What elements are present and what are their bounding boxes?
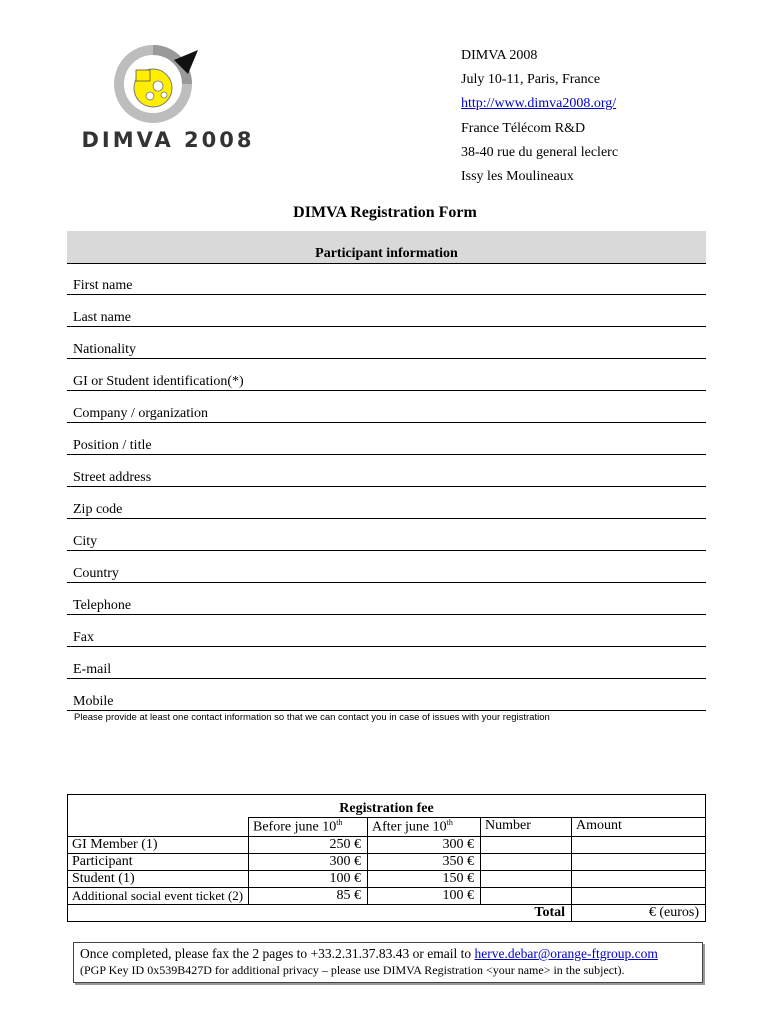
before-price: 85 € xyxy=(249,887,368,904)
email-field[interactable] xyxy=(67,662,706,679)
before-price: 250 € xyxy=(249,836,368,853)
field-label: Mobile xyxy=(73,694,114,709)
after-price: 300 € xyxy=(368,836,481,853)
event-info xyxy=(461,44,618,189)
number-cell[interactable] xyxy=(481,836,572,853)
fax-instructions: Once completed, please fax the 2 pages to +33.2.31.37.83.43 or email to xyxy=(80,946,475,961)
contact-note: Please provide at least one contact information so that we can contact you in case of issues with your registration xyxy=(74,712,550,723)
city-field[interactable] xyxy=(67,534,706,551)
field-label: Street address xyxy=(73,470,152,485)
zip-code-field[interactable] xyxy=(67,502,706,519)
address-line-2: 38-40 rue du general leclerc xyxy=(461,144,619,160)
registration-fee-table xyxy=(67,794,706,922)
field-label: Company / organization xyxy=(73,406,209,421)
nationality-field[interactable] xyxy=(67,342,706,359)
row-label: GI Member (1) xyxy=(68,836,249,853)
col-after-june: After june 10th xyxy=(368,818,481,837)
street-address-field[interactable] xyxy=(67,470,706,487)
number-cell[interactable] xyxy=(481,853,572,870)
address-line-1: France Télécom R&D xyxy=(461,120,586,136)
address-line-3: Issy les Moulineaux xyxy=(461,169,574,185)
dimva-logo xyxy=(78,42,258,157)
table-row xyxy=(68,853,706,870)
row-label: Additional social event ticket (2) xyxy=(68,887,249,904)
field-label: Zip code xyxy=(73,502,123,517)
field-label: Fax xyxy=(73,630,94,645)
logo-graphic xyxy=(78,42,258,132)
number-cell[interactable] xyxy=(481,870,572,887)
field-label: Position / title xyxy=(73,438,152,453)
total-value[interactable]: € (euros) xyxy=(572,904,706,921)
telephone-field[interactable] xyxy=(67,598,706,615)
submission-instructions xyxy=(73,942,703,983)
last-name-field[interactable] xyxy=(67,310,706,327)
before-price: 100 € xyxy=(249,870,368,887)
row-label: Participant xyxy=(68,853,249,870)
field-label: Telephone xyxy=(73,598,132,613)
participant-section-header xyxy=(67,231,706,264)
event-url-link[interactable]: http://www.dimva2008.org/ xyxy=(461,96,617,112)
email-link[interactable]: herve.debar@orange-ftgroup.com xyxy=(474,946,658,961)
logo-wordmark: DIMVA 2008 xyxy=(81,128,255,152)
before-price: 300 € xyxy=(249,853,368,870)
mobile-field[interactable] xyxy=(67,694,706,711)
after-price: 150 € xyxy=(368,870,481,887)
field-label: GI or Student identification(*) xyxy=(73,374,244,389)
form-title: DIMVA Registration Form xyxy=(293,204,477,221)
amount-cell[interactable] xyxy=(572,887,706,904)
field-label: Nationality xyxy=(73,342,136,357)
after-price: 100 € xyxy=(368,887,481,904)
fee-table-title: Registration fee xyxy=(68,795,706,818)
pgp-note: (PGP Key ID 0x539B427D for additional privacy – please use DIMVA Registration <your name> in the subject). xyxy=(80,963,625,977)
gi-student-id-field[interactable] xyxy=(67,374,706,391)
event-name: DIMVA 2008 xyxy=(461,48,538,63)
amount-cell[interactable] xyxy=(572,853,706,870)
first-name-field[interactable] xyxy=(67,278,706,295)
table-row xyxy=(68,870,706,887)
section-title: Participant information xyxy=(315,246,458,261)
field-label: Country xyxy=(73,566,119,581)
event-date-location: July 10-11, Paris, France xyxy=(461,72,601,88)
fax-field[interactable] xyxy=(67,630,706,647)
amount-cell[interactable] xyxy=(572,836,706,853)
amount-cell[interactable] xyxy=(572,870,706,887)
country-field[interactable] xyxy=(67,566,706,583)
table-row xyxy=(68,836,706,853)
field-label: City xyxy=(73,534,98,549)
field-label: First name xyxy=(73,278,133,293)
col-before-june: Before june 10th xyxy=(249,818,368,837)
table-row xyxy=(68,887,706,904)
total-label: Total xyxy=(481,904,572,921)
row-label: Student (1) xyxy=(68,870,249,887)
col-amount: Amount xyxy=(572,818,706,837)
number-cell[interactable] xyxy=(481,887,572,904)
company-field[interactable] xyxy=(67,406,706,423)
field-label: Last name xyxy=(73,310,131,325)
field-label: E-mail xyxy=(73,662,112,677)
col-number: Number xyxy=(481,818,572,837)
position-field[interactable] xyxy=(67,438,706,455)
after-price: 350 € xyxy=(368,853,481,870)
